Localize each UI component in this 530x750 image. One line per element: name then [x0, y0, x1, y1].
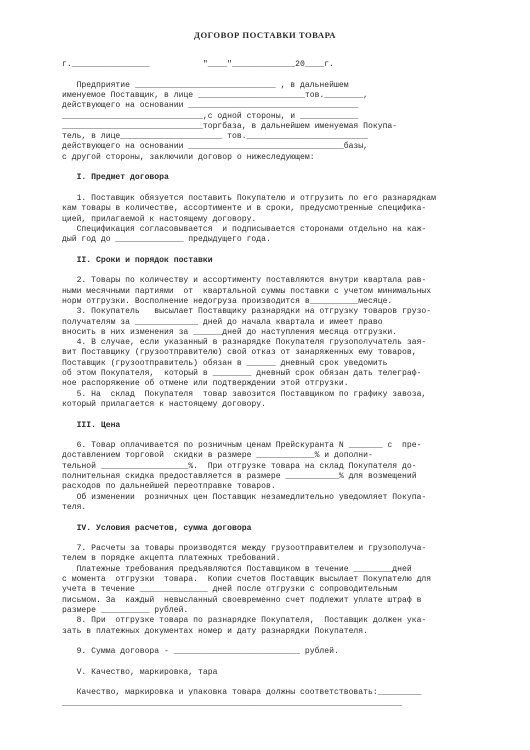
document-line: Спецификация согласовывается и подписывается сторонами отдельно на каж-: [62, 224, 427, 234]
document-line: с другой стороны, заключили договор о нижеследующем:: [62, 152, 315, 162]
document-line: об этом Покупателя, который в ________ дневный срок обязан дать телеграф-: [62, 369, 422, 378]
section-heading: II. Сроки и порядок поставки: [62, 255, 213, 265]
document-line: 8. При отгрузке товара по разнарядке Покупателя, Поставщик должен ука-: [62, 616, 427, 626]
document-line: зать в платежных документах номер и дату разнарядки Покупателя.: [62, 626, 368, 636]
document-line: цией, прилагаемой к настоящему договору.: [62, 214, 257, 224]
document-line: действующего на основании ________________________________базы,: [62, 142, 368, 152]
document-line: вносить в них изменения за ______дней до наступления месяца отгрузки.: [62, 327, 398, 337]
document-line: 4. В случае, если указанный в разнарядке Покупателя грузополучатель зая-: [62, 338, 427, 348]
document-line: который прилагается к настоящему договору.: [62, 399, 266, 409]
document-line: 5. На склад Покупателя товар завозится Поставщиком по графику завоза,: [62, 389, 427, 399]
document-line: 3. Покупатель высылает Поставщику разнарядки на отгрузку товаров грузо-: [62, 307, 432, 317]
document-line: получателям за _____________ дней до начала квартала и имеет право: [62, 317, 383, 327]
section-heading: III. Цена: [62, 420, 121, 430]
document-line: доставлением торговой скидки в размере ____________% и дополни-: [62, 451, 373, 461]
document-line: действующего на основании ___________________________________: [62, 101, 359, 111]
document-line: размере __________ рублей.: [62, 605, 189, 615]
document-line: ______________________________________________________________________: [62, 698, 402, 708]
document-line: г.________________ "____"_____________20____г.: [62, 60, 334, 69]
document-line: письмом. За каждый невысланный своевременно счет подлежит уплате штраф в: [62, 595, 422, 605]
document-title: ДОГОВОР ПОСТАВКИ ТОВАРА: [194, 30, 336, 40]
document-line: тель, в лице_____________________ тов._________________________: [62, 132, 368, 142]
document-line: Качество, маркировка и упаковка товара должны соответствовать:_________: [62, 688, 422, 698]
document-line: 7. Расчеты за товары производятся между грузоотправителем и грузополуча-: [62, 544, 427, 554]
document-line: Предприятие _____________________________ , в дальнейшем: [62, 80, 349, 90]
section-heading: IV. Условия расчетов, сумма договора: [62, 523, 252, 533]
document-line: теля.: [62, 502, 87, 512]
document-line: _____________________________,с одной стороны, и ____________: [62, 111, 359, 121]
document-line: полнительная скидка предоставляется в размере ___________% для возмещений: [62, 472, 417, 481]
document-line: 1. Поставщик обязуется поставить Покупателю и отгрузить по его разнарядкам: [62, 193, 436, 203]
section-heading: I. Предмет договора: [62, 173, 169, 183]
document-line: норм отгрузки. Восполнение недогруза производится в__________месяце.: [62, 296, 393, 306]
document-line: вит Поставщику (грузоотправителю) свой отказ от занаряженных ему товаров,: [62, 348, 417, 358]
document-line: Поставщик (грузоотправитель) обязан в ______ дневный срок уведомить: [62, 358, 388, 368]
document-line: тельной __________________%. При отгрузке товара на склад Покупателя до-: [62, 461, 417, 471]
document-line: 9. Сумма договора - __________________________ рублей.: [62, 647, 339, 657]
document-line: расходов по дальнейшей переотправке товаров.: [62, 482, 276, 492]
document-line: телем в порядке акцепта платежных требований.: [62, 554, 281, 564]
document-line: 6. Товар оплачивается по розничным ценам Прейскуранта N _______ с пре-: [62, 441, 422, 451]
document-line: кам товары в количестве, ассортименте и в сроки, предусмотренные специфика-: [62, 204, 427, 214]
document-line: 2. Товары по количеству и ассортименту поставляются внутри квартала рав-: [62, 276, 427, 286]
document-line: с момента отгрузки товара. Копии счетов Поставщик высылает Покупателю для: [62, 575, 432, 584]
document-line: _____________________________торгбаза, в дальнейшем именуемая Покупа-: [62, 121, 398, 131]
document-line: именуемое Поставщик, в лице ______________________тов.________,: [62, 90, 368, 100]
document-line: V. Качество, маркировка, тара: [62, 667, 218, 677]
document-line: Об изменении розничных цен Поставщик незамедлительно уведомляет Покупа-: [62, 492, 427, 502]
document-line: Платежные требования предъявляются Поставщиком в течение ________дней: [62, 564, 412, 574]
document-line: ное распоряжение об отмене или подтверждении этой отгрузки.: [62, 379, 349, 389]
document-line: дый год до ______________ предыдущего года.: [62, 235, 271, 245]
document-line: ными месячными партиями от квартальной суммы поставки с учетом минимальных: [62, 286, 432, 296]
document-line: учета в течение ______________ дней после отгрузки с сопроводительным: [62, 585, 398, 595]
